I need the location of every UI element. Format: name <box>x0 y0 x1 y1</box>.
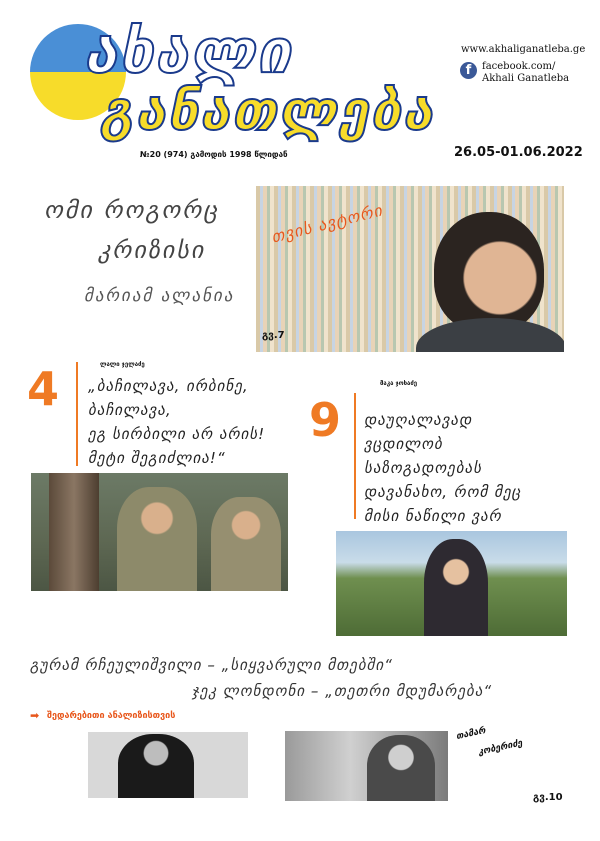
photo-person <box>367 735 435 801</box>
article1-author: მარიამ ალანია <box>84 286 235 306</box>
article2-divider <box>76 362 78 466</box>
article2-headline-line[interactable]: ბაჩილავა, <box>88 401 172 419</box>
article3-page-number: 9 <box>309 393 342 447</box>
photo-soldier <box>117 487 197 591</box>
photo-tree-trunk <box>49 473 99 591</box>
bottom-subheading: შედარებითი ანალიზისთვის <box>47 711 176 721</box>
portrait-shoulders <box>416 318 564 352</box>
article3-headline-line[interactable]: დაუღალავად <box>364 411 473 429</box>
article1-photo <box>256 186 564 352</box>
article2-headline-line[interactable]: ეგ სირბილი არ არის! <box>88 425 266 443</box>
photo-person <box>118 734 194 798</box>
article3-headline-line[interactable]: დავანახო, რომ მეც <box>364 483 522 501</box>
bottom-headline-line2[interactable]: ჯეკ ლონდონი – „თეთრი მდუმარება“ <box>192 682 493 700</box>
issue-number: №20 (974) გამოდის 1998 წლიდან <box>140 150 288 159</box>
article1-title-line2[interactable]: კრიზისი <box>98 236 206 264</box>
facebook-link-line1[interactable]: facebook.com/ <box>482 61 556 72</box>
bottom-page-ref: გვ.10 <box>533 792 563 803</box>
masthead-title-line2: განათლება <box>100 79 435 142</box>
article2-photo-soldiers <box>31 473 288 591</box>
article3-photo-woman <box>336 531 567 636</box>
photo-person <box>424 539 488 636</box>
bottom-author-first: თამარ <box>455 726 487 742</box>
portrait-head <box>434 212 544 332</box>
bottom-photo-london <box>285 731 448 801</box>
article3-divider <box>354 393 356 519</box>
article2-headline-line[interactable]: მეტი შეგიძლია!“ <box>88 449 226 467</box>
article3-headline-line[interactable]: ვცდილობ <box>364 435 443 453</box>
masthead-title-line1: ახალი <box>84 17 293 87</box>
facebook-icon[interactable]: f <box>460 62 477 79</box>
article1-page-ref: გვ.7 <box>262 330 285 341</box>
facebook-link-line2[interactable]: Akhali Ganatleba <box>482 73 570 84</box>
website-link[interactable]: www.akhaliganatleba.ge <box>461 44 586 55</box>
article2-headline-line[interactable]: „ბაჩილავა, ირბინე, <box>88 377 249 395</box>
bottom-photo-rcheulishvili <box>88 732 248 798</box>
bottom-headline-line1[interactable]: გურამ რჩეულიშვილი – „სიყვარული მთებში“ <box>30 656 393 674</box>
article2-author: ლალი ჯელაძე <box>100 361 145 368</box>
article2-page-number: 4 <box>27 362 60 416</box>
photo-soldier <box>211 497 281 591</box>
bottom-author-last: კობერიძე <box>477 738 524 758</box>
article3-headline-line[interactable]: მისი ნაწილი ვარ <box>364 507 502 525</box>
article1-title-line1[interactable]: ომი როგორც <box>44 196 220 224</box>
article1-photo-caption: თვის ავტორი <box>269 200 385 247</box>
article3-headline-line[interactable]: საზოგადოებას <box>364 459 482 477</box>
arrow-right-icon: ➡ <box>30 709 40 722</box>
article3-author: მაკა ჯოხაძე <box>380 380 418 387</box>
issue-dates: 26.05-01.06.2022 <box>454 145 583 160</box>
